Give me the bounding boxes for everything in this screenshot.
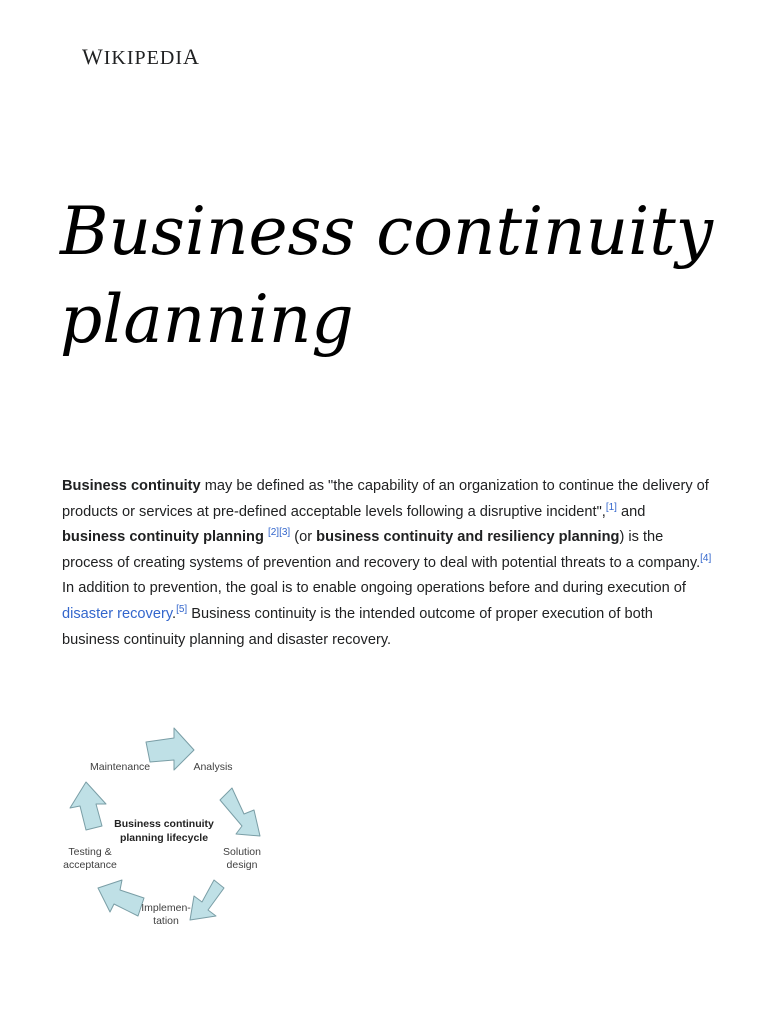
lifecycle-svg xyxy=(60,720,272,932)
title-line-1: Business continuity xyxy=(60,193,714,270)
stage-solution-line-2: design xyxy=(226,859,258,871)
lead-text-7: . xyxy=(172,605,177,622)
wordmark-letter-first: W xyxy=(82,44,104,69)
bold-term-business-continuity: Business continuity xyxy=(62,478,201,494)
diagram-center-line-2: planning lifecycle xyxy=(119,832,209,844)
stage-testing-line-1: Testing & xyxy=(68,846,112,858)
stage-implementation-line-1: Implemen- xyxy=(141,902,191,914)
arrow-implementation-to-testing xyxy=(98,880,144,916)
citation-link-5[interactable]: [5] xyxy=(176,604,188,616)
lead-text-5: ) is the process of creating systems of prevention and recovery to deal with potential threats to a company. xyxy=(62,529,701,571)
arrow-maintenance-to-analysis xyxy=(146,728,194,770)
diagram-center-line-1: Business continuity xyxy=(114,818,214,830)
stage-solution-line-1: Solution xyxy=(223,846,261,858)
stage-testing-line-2: acceptance xyxy=(63,859,117,871)
citation-link-3[interactable]: [3] xyxy=(279,527,291,539)
lead-text-8: Business continuity is the intended outcome of proper execution of both business continuity planning and disaster recovery. xyxy=(62,605,653,648)
citation-1[interactable] xyxy=(606,502,617,513)
wikipedia-wordmark[interactable] xyxy=(82,44,200,70)
lead-text-4: (or xyxy=(290,529,317,546)
stage-analysis: Analysis xyxy=(193,761,233,773)
lead-text-6: In addition to prevention, the goal is to enable ongoing operations before and during execution of xyxy=(62,580,686,597)
lead-text-1: may be defined as "the capability of an organization to continue the delivery of products or services at pre-defined acceptable levels following a disruptive incident", xyxy=(62,478,709,520)
title-line-2: planning xyxy=(60,281,354,358)
lead-text-2: and xyxy=(616,503,646,520)
citation-5[interactable] xyxy=(176,604,187,615)
arrow-solution-to-implementation xyxy=(190,880,224,920)
wordmark-letter-last: A xyxy=(182,44,200,69)
stage-implementation-line-2: tation xyxy=(153,915,179,927)
bold-term-bcrp: business continuity and resiliency planning xyxy=(316,529,620,546)
lead-paragraph xyxy=(62,474,712,653)
wordmark-letters-middle: IKIPEDI xyxy=(103,47,183,69)
arrow-analysis-to-solution xyxy=(220,788,260,836)
citation-link-4[interactable]: [4] xyxy=(700,552,712,564)
lifecycle-diagram[interactable] xyxy=(60,720,272,932)
citation-link-1[interactable]: [1] xyxy=(605,501,617,513)
link-disaster-recovery[interactable]: disaster recovery xyxy=(62,605,173,622)
citation-2-3[interactable] xyxy=(268,527,290,538)
citation-4[interactable] xyxy=(700,553,711,564)
arrow-testing-to-maintenance xyxy=(70,782,106,830)
bold-term-bcp: business continuity planning xyxy=(62,529,264,546)
page-title xyxy=(60,188,720,364)
stage-maintenance: Maintenance xyxy=(90,761,151,773)
citation-link-2[interactable]: [2] xyxy=(267,527,280,539)
